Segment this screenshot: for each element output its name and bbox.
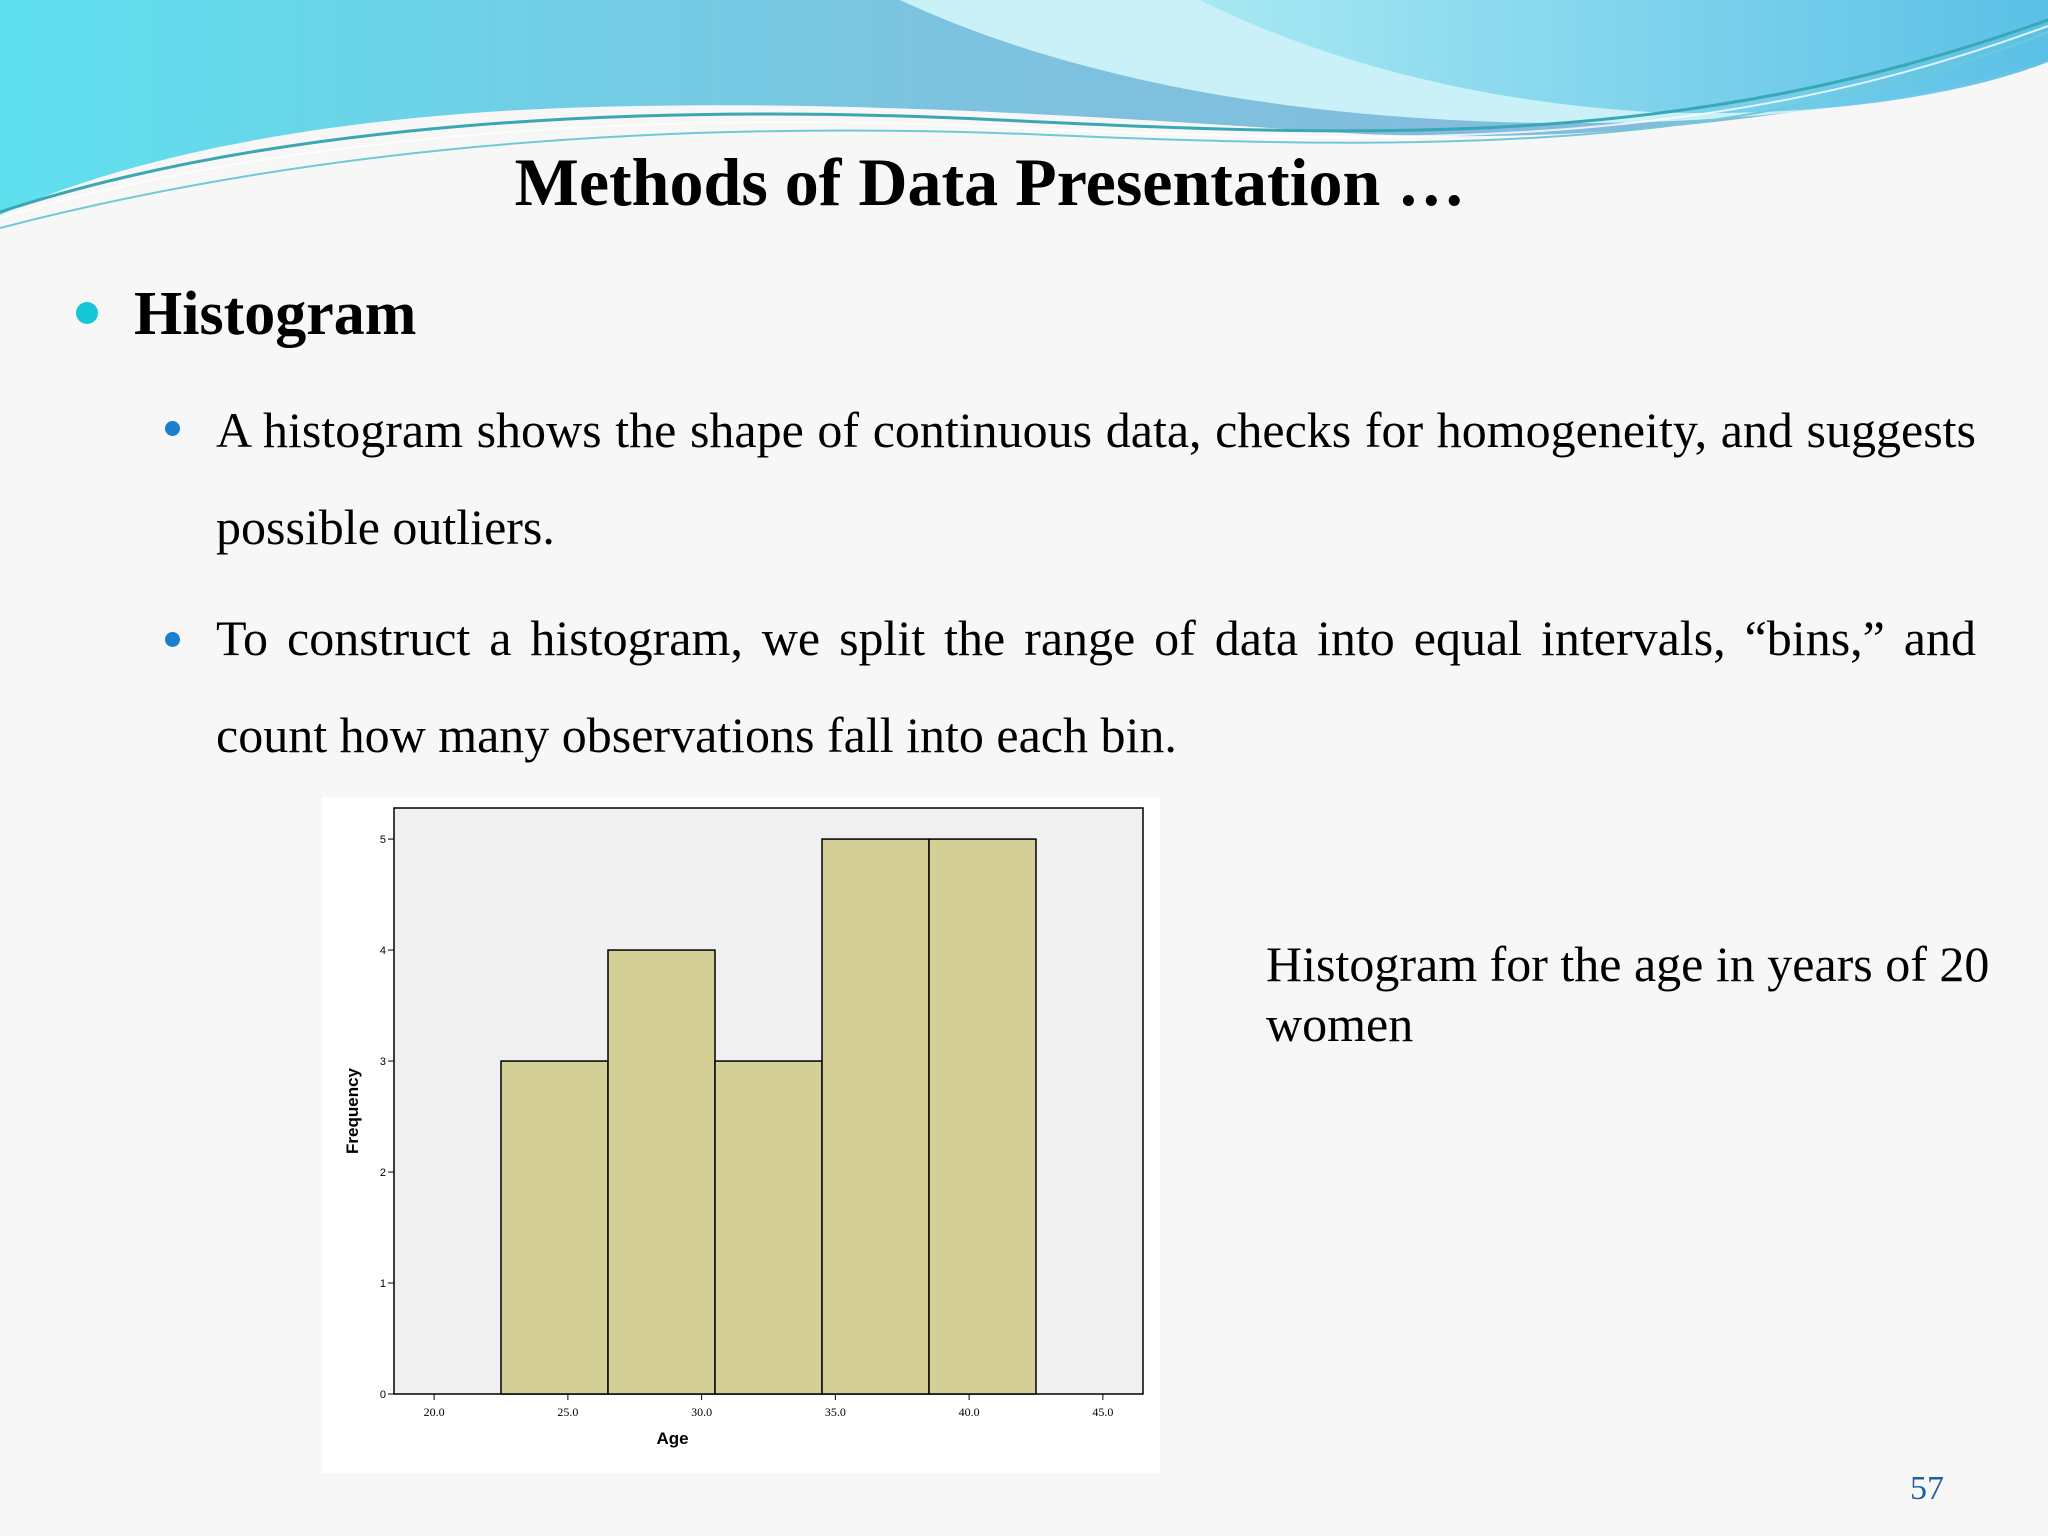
histogram-bar — [608, 950, 715, 1394]
y-tick-label: 1 — [379, 1278, 386, 1291]
y-tick-label: 3 — [379, 1056, 386, 1069]
histogram-bar — [929, 839, 1036, 1394]
y-tick-label: 4 — [379, 945, 386, 958]
bullet-text-2: To construct a histogram, we split the range of data into equal intervals, “bins,” and count how many observations fall into each bin. — [216, 610, 1976, 763]
y-axis-label: Frequency — [343, 1068, 362, 1154]
x-axis-label: Age — [656, 1429, 689, 1448]
section-heading: Histogram — [134, 280, 417, 348]
y-tick-label: 2 — [379, 1167, 386, 1180]
histogram-bar — [501, 1061, 608, 1394]
histogram-chart — [322, 797, 1160, 1473]
level2-bullet-icon — [165, 421, 180, 436]
y-tick-label: 0 — [379, 1389, 386, 1401]
x-tick-label: 20.0 — [423, 1405, 445, 1419]
y-tick-label: 5 — [379, 834, 386, 847]
page-number: 57 — [1910, 1470, 1944, 1507]
slide-title: Methods of Data Presentation … — [514, 144, 1466, 220]
level2-bullet-icon — [165, 632, 180, 647]
x-tick-label: 25.0 — [557, 1405, 579, 1419]
x-tick-label: 40.0 — [958, 1405, 980, 1419]
bullet-text-1: A histogram shows the shape of continuous data, checks for homogeneity, and suggests possible outliers. — [216, 402, 1976, 555]
histogram-bar — [822, 839, 929, 1394]
x-tick-label: 30.0 — [691, 1405, 713, 1419]
level1-bullet-icon — [76, 302, 98, 324]
x-tick-label: 35.0 — [824, 1405, 846, 1419]
histogram-bar — [715, 1061, 822, 1394]
x-tick-label: 45.0 — [1092, 1405, 1114, 1419]
histogram-figure — [322, 797, 1160, 1473]
figure-caption: Histogram for the age in years of 20 women — [1266, 936, 1990, 1052]
